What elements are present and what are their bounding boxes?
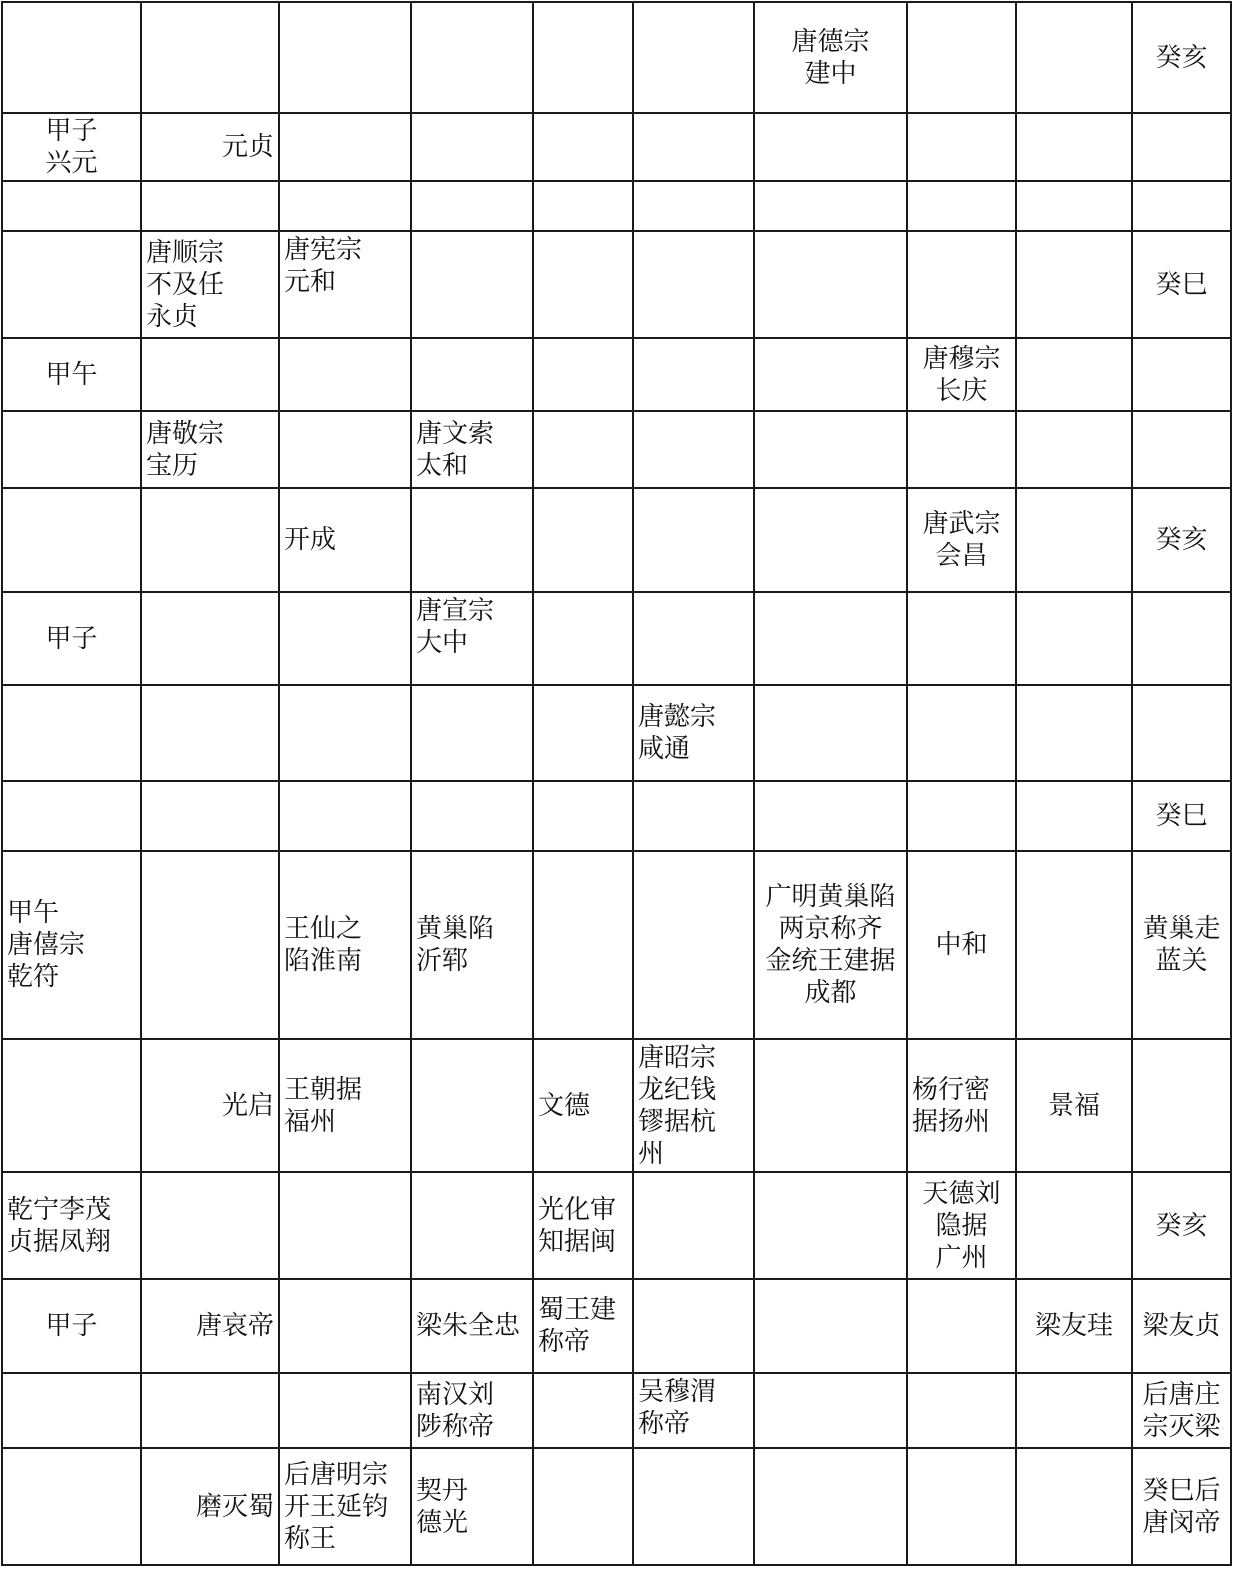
table-cell — [533, 113, 633, 181]
table-cell — [754, 411, 907, 488]
chronology-table — [1, 1, 1232, 1566]
table-row — [2, 2, 1231, 113]
table-cell — [633, 1279, 754, 1373]
table-cell: 唐哀帝 — [141, 1279, 279, 1373]
table-cell — [907, 181, 1016, 231]
table-cell — [279, 411, 411, 488]
table-cell — [2, 411, 141, 488]
table-cell: 天德刘 隐据 广州 — [907, 1172, 1016, 1279]
table-cell — [1016, 338, 1132, 411]
table-cell — [633, 231, 754, 338]
table-cell — [1016, 685, 1132, 781]
table-cell — [411, 181, 533, 231]
table-cell — [2, 685, 141, 781]
table-cell: 后唐庄 宗灭梁 — [1132, 1373, 1231, 1448]
table-cell — [633, 1172, 754, 1279]
table-cell — [2, 2, 141, 113]
table-cell: 唐懿宗 咸通 — [633, 685, 754, 781]
table-cell — [411, 2, 533, 113]
table-cell — [279, 113, 411, 181]
table-cell: 癸巳后 唐闵帝 — [1132, 1448, 1231, 1565]
table-cell: 唐德宗 建中 — [754, 2, 907, 113]
table-cell — [907, 411, 1016, 488]
table-cell — [1016, 488, 1132, 592]
table-cell — [411, 781, 533, 851]
table-cell: 文德 — [533, 1039, 633, 1172]
table-cell: 唐武宗 会昌 — [907, 488, 1016, 592]
table-cell: 唐昭宗 龙纪钱 镠据杭 州 — [633, 1039, 754, 1172]
table-row — [2, 411, 1231, 488]
table-cell — [533, 488, 633, 592]
table-cell — [907, 113, 1016, 181]
table-cell: 光化审 知据闽 — [533, 1172, 633, 1279]
table-cell: 蜀王建 称帝 — [533, 1279, 633, 1373]
table-cell — [633, 181, 754, 231]
table-cell: 契丹 德光 — [411, 1448, 533, 1565]
table-row — [2, 181, 1231, 231]
table-cell — [633, 488, 754, 592]
table-cell — [1132, 1039, 1231, 1172]
table-cell — [533, 231, 633, 338]
table-cell — [141, 181, 279, 231]
table-row — [2, 1039, 1231, 1172]
table-cell — [2, 1373, 141, 1448]
table-cell: 唐宣宗 大中 — [411, 592, 533, 685]
table-cell — [2, 488, 141, 592]
table-cell — [2, 231, 141, 338]
table-cell — [754, 231, 907, 338]
table-cell — [141, 685, 279, 781]
table-cell — [141, 1373, 279, 1448]
table-cell: 唐宪宗 元和 — [279, 231, 411, 338]
table-cell: 光启 — [141, 1039, 279, 1172]
table-row — [2, 1448, 1231, 1565]
table-cell: 癸巳 — [1132, 231, 1231, 338]
table-cell — [633, 781, 754, 851]
table-cell — [279, 592, 411, 685]
table-cell — [141, 338, 279, 411]
table-row — [2, 231, 1231, 338]
table-cell — [907, 2, 1016, 113]
table-cell: 黄巢走 蓝关 — [1132, 851, 1231, 1039]
table-cell — [1016, 781, 1132, 851]
table-cell: 梁友珪 — [1016, 1279, 1132, 1373]
table-cell — [2, 181, 141, 231]
table-cell — [1016, 411, 1132, 488]
table-row — [2, 781, 1231, 851]
table-cell — [907, 685, 1016, 781]
table-cell — [754, 488, 907, 592]
table-cell — [533, 2, 633, 113]
table-cell: 王朝据 福州 — [279, 1039, 411, 1172]
table-cell — [411, 488, 533, 592]
table-row — [2, 1373, 1231, 1448]
table-cell — [533, 592, 633, 685]
table-cell — [754, 592, 907, 685]
table-cell — [533, 685, 633, 781]
table-cell — [1016, 851, 1132, 1039]
table-cell — [754, 781, 907, 851]
table-cell — [907, 781, 1016, 851]
table-cell — [279, 781, 411, 851]
table-cell — [754, 181, 907, 231]
table-cell — [411, 231, 533, 338]
table-cell — [1016, 2, 1132, 113]
table-cell — [533, 181, 633, 231]
table-cell — [411, 338, 533, 411]
table-cell — [1016, 592, 1132, 685]
table-cell — [633, 2, 754, 113]
table-cell: 黄巢陷 沂郓 — [411, 851, 533, 1039]
table-cell: 唐穆宗 长庆 — [907, 338, 1016, 411]
table-cell — [141, 592, 279, 685]
table-cell — [141, 2, 279, 113]
table-row — [2, 592, 1231, 685]
table-cell — [141, 781, 279, 851]
table-cell — [1016, 113, 1132, 181]
table-cell — [2, 781, 141, 851]
table-cell — [754, 1448, 907, 1565]
table-cell — [1132, 592, 1231, 685]
table-cell — [533, 781, 633, 851]
table-cell — [411, 1172, 533, 1279]
table-cell: 甲子 — [2, 592, 141, 685]
table-cell — [411, 685, 533, 781]
table-cell — [1132, 181, 1231, 231]
table-cell — [754, 1373, 907, 1448]
table-cell — [754, 685, 907, 781]
table-cell: 梁朱全忠 — [411, 1279, 533, 1373]
table-cell: 癸亥 — [1132, 1172, 1231, 1279]
table-cell — [907, 592, 1016, 685]
table-cell: 癸巳 — [1132, 781, 1231, 851]
table-cell: 癸亥 — [1132, 488, 1231, 592]
table-cell — [279, 1172, 411, 1279]
table-cell — [633, 592, 754, 685]
table-cell — [279, 181, 411, 231]
table-cell — [754, 338, 907, 411]
table-cell: 甲子 — [2, 1279, 141, 1373]
table-cell — [1016, 1373, 1132, 1448]
table-cell: 癸亥 — [1132, 2, 1231, 113]
table-row — [2, 488, 1231, 592]
table-cell: 甲午 唐僖宗 乾符 — [2, 851, 141, 1039]
table-row — [2, 1172, 1231, 1279]
table-cell: 景福 — [1016, 1039, 1132, 1172]
table-cell: 梁友贞 — [1132, 1279, 1231, 1373]
table-cell — [754, 1172, 907, 1279]
table-row — [2, 338, 1231, 411]
table-cell — [533, 1448, 633, 1565]
table-cell — [633, 411, 754, 488]
table-cell — [279, 1373, 411, 1448]
table-cell — [1132, 113, 1231, 181]
table-cell — [1132, 685, 1231, 781]
table-cell — [633, 113, 754, 181]
table-cell — [141, 851, 279, 1039]
table-cell — [907, 231, 1016, 338]
table-cell: 杨行密 据扬州 — [907, 1039, 1016, 1172]
table-cell — [907, 1448, 1016, 1565]
table-cell — [907, 1279, 1016, 1373]
table-cell — [533, 411, 633, 488]
table-cell — [633, 1448, 754, 1565]
table-cell — [1016, 1448, 1132, 1565]
table-cell: 乾宁李茂 贞据凤翔 — [2, 1172, 141, 1279]
table-cell — [1016, 181, 1132, 231]
table-cell: 磨灭蜀 — [141, 1448, 279, 1565]
table-cell — [907, 1373, 1016, 1448]
table-cell — [411, 113, 533, 181]
table-cell — [1016, 1172, 1132, 1279]
table-cell — [2, 1039, 141, 1172]
table-cell — [754, 1039, 907, 1172]
table-row — [2, 113, 1231, 181]
table-cell: 唐文索 太和 — [411, 411, 533, 488]
table-cell: 后唐明宗 开王延钧 称王 — [279, 1448, 411, 1565]
table-cell — [141, 1172, 279, 1279]
table-cell — [279, 685, 411, 781]
table-row — [2, 685, 1231, 781]
table-cell: 唐敬宗 宝历 — [141, 411, 279, 488]
table-cell — [411, 1039, 533, 1172]
table-cell: 甲午 — [2, 338, 141, 411]
table-cell — [1016, 231, 1132, 338]
table-cell — [633, 851, 754, 1039]
table-cell — [533, 851, 633, 1039]
table-cell — [754, 1279, 907, 1373]
table-cell: 元贞 — [141, 113, 279, 181]
table-cell: 甲子 兴元 — [2, 113, 141, 181]
table-cell: 中和 — [907, 851, 1016, 1039]
table-cell — [633, 338, 754, 411]
table-cell — [533, 1373, 633, 1448]
table-cell — [1132, 411, 1231, 488]
table-cell — [279, 338, 411, 411]
table-cell: 唐顺宗 不及任 永贞 — [141, 231, 279, 338]
table-cell: 南汉刘 陟称帝 — [411, 1373, 533, 1448]
table-row — [2, 1279, 1231, 1373]
table-cell: 广明黄巢陷 两京称齐 金统王建据 成都 — [754, 851, 907, 1039]
table-cell: 吴穆渭 称帝 — [633, 1373, 754, 1448]
table-cell — [279, 1279, 411, 1373]
table-cell — [2, 1448, 141, 1565]
table-cell — [1132, 338, 1231, 411]
table-cell: 王仙之 陷淮南 — [279, 851, 411, 1039]
table-cell — [141, 488, 279, 592]
table-row — [2, 851, 1231, 1039]
table-cell — [754, 113, 907, 181]
table-cell — [533, 338, 633, 411]
table-cell — [279, 2, 411, 113]
table-cell: 开成 — [279, 488, 411, 592]
